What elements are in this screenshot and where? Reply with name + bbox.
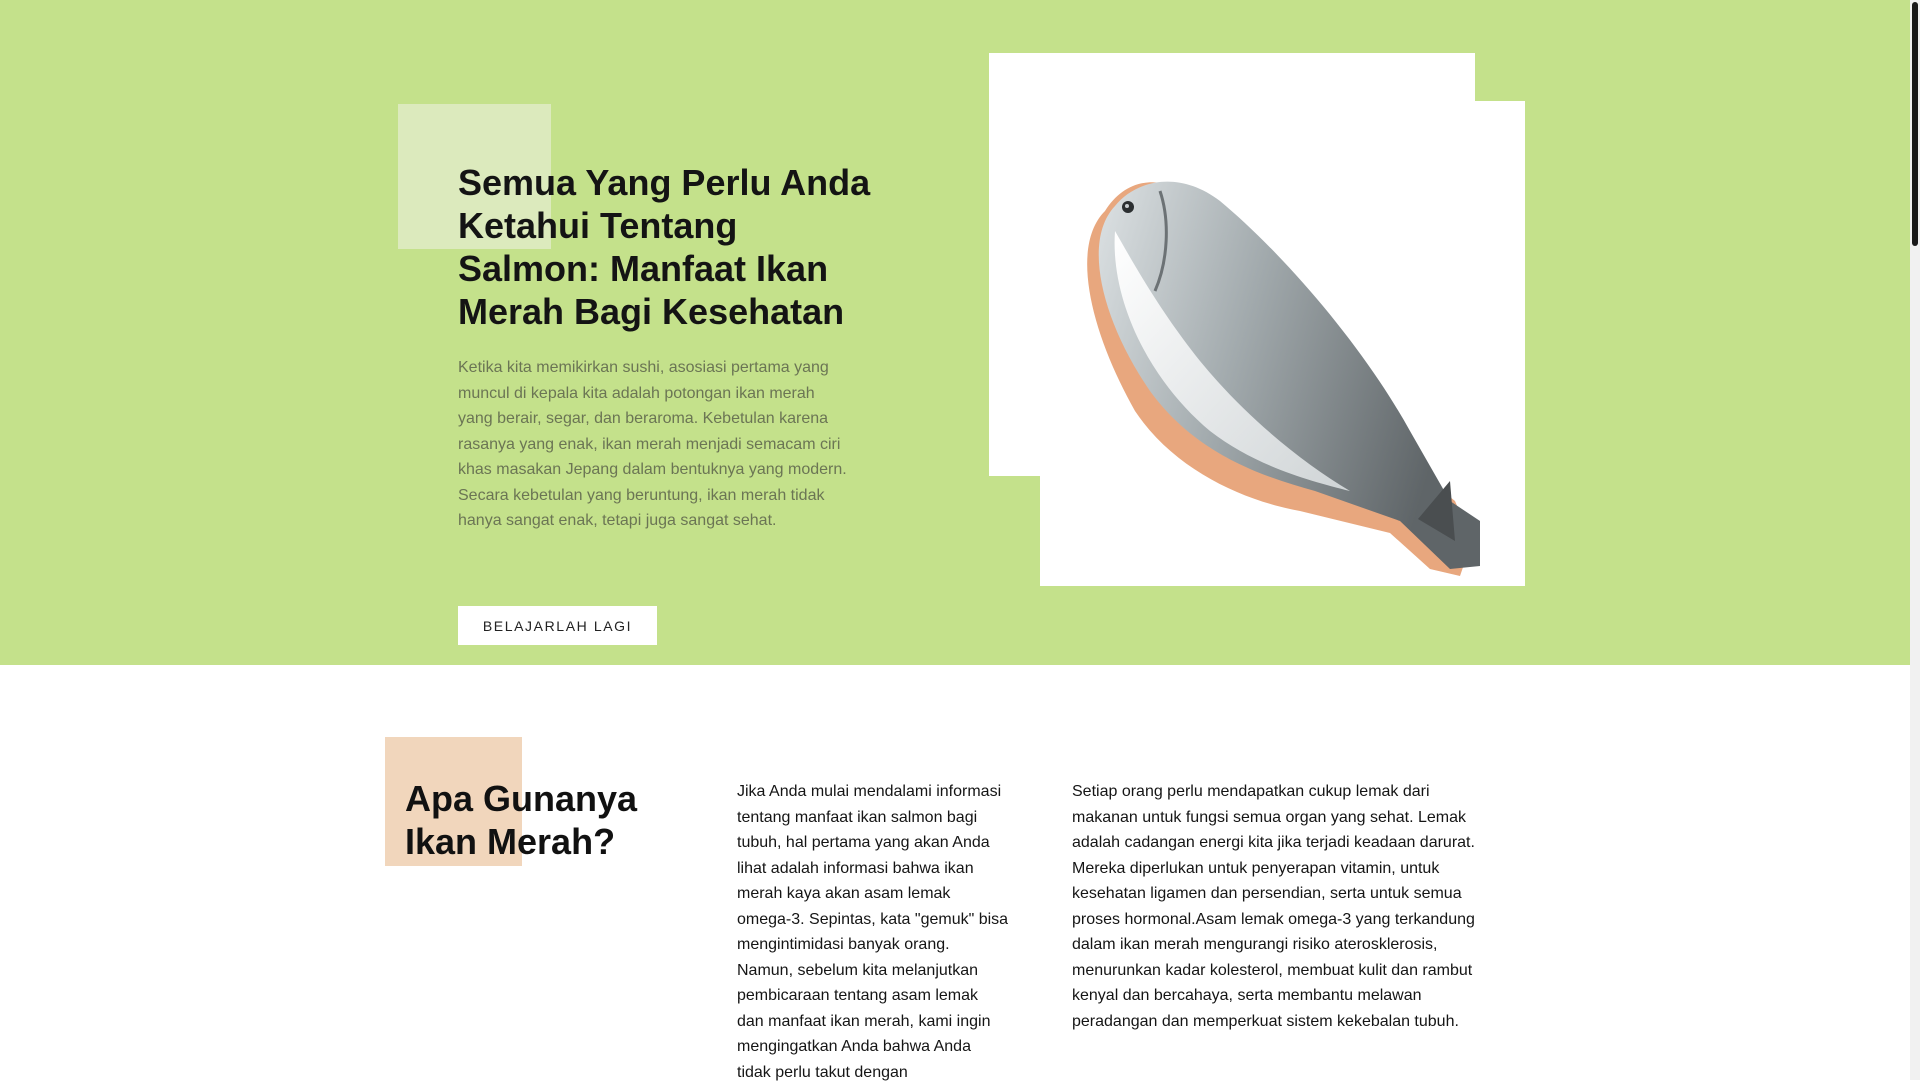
section-column-right: Setiap orang perlu mendapatkan cukup lemak dari makanan untuk fungsi semua organ yang sehat. Lemak adalah cadangan energi kita jika terjadi keadaan darurat. Mereka diperlukan untuk penyerapan vitamin, untuk kesehatan ligamen dan persendian, serta untuk semua proses hormonal.Asam lemak omega-3 yang terkandung dalam ikan merah mengurangi risiko aterosklerosis, menurunkan kadar kolesterol, membuat kulit dan rambut kenyal dan bercahaya, serta membantu melawan peradangan dan memperkuat sistem kekebalan tubuh. <box>1072 783 1475 1030</box>
page-scrollbar[interactable] <box>1910 0 1920 1080</box>
learn-more-button[interactable]: BELAJARLAH LAGI <box>458 606 657 645</box>
hero-description: Ketika kita memikirkan sushi, asosiasi pertama yang muncul di kepala kita adalah potongan ikan merah yang berair, segar, dan beraroma. Kebetulan karena rasanya yang enak, ikan merah menjadi semacam ciri khas masakan Jepang dalam bentuknya yang modern. Secara kebetulan yang beruntung, ikan merah tidak hanya sangat enak, tetapi juga sangat sehat. <box>458 359 847 529</box>
scrollbar-thumb[interactable] <box>1912 2 1918 246</box>
section-column-left: Jika Anda mulai mendalami informasi tentang manfaat ikan salmon bagi tubuh, hal pertama yang akan Anda lihat adalah informasi bahwa ikan merah kaya akan asam lemak omega-3. Sepintas, kata "gemuk" bisa mengintimidasi banyak orang. Namun, sebelum kita melanjutkan pembicaraan tentang asam lemak dan manfaat ikan merah, kami ingin mengingatkan Anda bahwa Anda tidak perlu takut dengan <box>737 783 1009 1081</box>
salmon-fish-image <box>1040 101 1525 586</box>
section-title: Apa Gunanya Ikan Merah? <box>405 778 638 862</box>
hero-title: Semua Yang Perlu Anda Ketahui Tentang Salmon: Manfaat Ikan Merah Bagi Kesehatan <box>458 162 871 332</box>
